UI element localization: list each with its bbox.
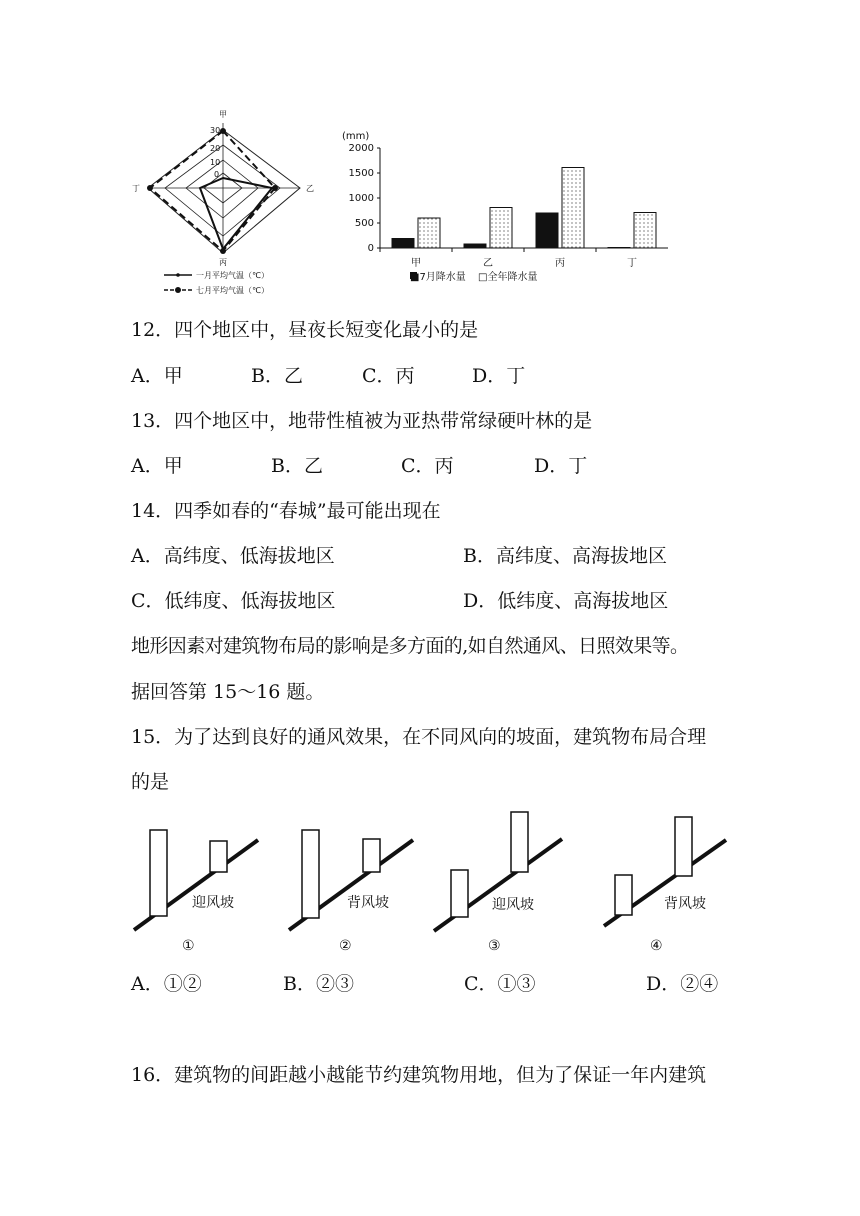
building-figure-1 (130, 825, 270, 960)
radar-legend-july: 七月平均气温（℃） (196, 286, 269, 295)
q15-option-d[interactable]: D．②④ (646, 973, 719, 995)
bar-july (608, 248, 630, 249)
x-category-label: 甲 (411, 258, 421, 269)
q15-option-b[interactable]: B．②③ (283, 973, 354, 995)
radar-axis-jia: 甲 (219, 110, 227, 119)
slope-label: 迎风坡 (492, 897, 534, 913)
bar-july (536, 213, 558, 248)
y-tick-label: 0 (367, 243, 374, 254)
bar-annual (562, 168, 584, 249)
y-tick-label: 500 (354, 218, 374, 229)
figure-number: ④ (650, 938, 663, 954)
q12-option-a[interactable]: A．甲 (131, 365, 183, 387)
q15-option-a[interactable]: A．①② (131, 973, 202, 995)
q14-option-b[interactable]: B．高纬度、高海拔地区 (463, 545, 667, 567)
bar-annual (418, 218, 440, 248)
legend-july-precip: ■7月降水量 (410, 272, 466, 283)
radar-tick: 10 (210, 158, 221, 167)
question-16-stem: 16．建筑物的间距越小越能节约建筑物用地，但为了保证一年内建筑 (131, 1064, 707, 1086)
figure-number: ③ (488, 938, 501, 954)
q12-option-d[interactable]: D．丁 (472, 365, 526, 387)
slope-label: 迎风坡 (192, 895, 234, 911)
radar-tick: 20 (210, 144, 221, 153)
y-axis-unit: (mm) (342, 131, 370, 142)
building-figure-4 (600, 810, 740, 960)
radar-legend-january: 一月平均气温（℃） (196, 271, 269, 280)
q12-option-c[interactable]: C．丙 (362, 365, 415, 387)
question-15-stem-2: 的是 (131, 771, 170, 793)
x-category-label: 丙 (555, 258, 565, 269)
figure-number: ② (339, 938, 352, 954)
intro-line-2: 据回答第 15～16 题。 (131, 681, 325, 703)
y-tick-label: 2000 (348, 143, 374, 154)
y-tick-label: 1500 (348, 168, 374, 179)
q13-option-c[interactable]: C．丙 (401, 455, 454, 477)
y-tick-label: 1000 (348, 193, 374, 204)
bar-july (392, 239, 414, 249)
radar-axis-ding: 丁 (132, 184, 140, 193)
radar-tick: 30 (210, 126, 221, 135)
radar-axis-bing: 丙 (219, 258, 227, 267)
question-15-stem-1: 15．为了达到良好的通风效果，在不同风向的坡面，建筑物布局合理 (131, 726, 707, 748)
legend-annual-precip: □全年降水量 (478, 272, 538, 283)
slope-label: 背风坡 (347, 895, 389, 911)
slope-label: 背风坡 (664, 896, 706, 912)
building-figure-3 (430, 805, 580, 960)
q15-option-c[interactable]: C．①③ (464, 973, 536, 995)
q12-option-b[interactable]: B．乙 (251, 365, 303, 387)
precipitation-bar-chart (330, 125, 675, 290)
q13-option-b[interactable]: B．乙 (271, 455, 323, 477)
figure-number: ① (182, 938, 195, 954)
temperature-radar-chart (130, 105, 330, 300)
q13-option-d[interactable]: D．丁 (534, 455, 588, 477)
bar-annual (634, 213, 656, 249)
radar-tick: 0 (214, 170, 220, 179)
question-12-stem: 12．四个地区中，昼夜长短变化最小的是 (131, 319, 479, 341)
q13-option-a[interactable]: A．甲 (131, 455, 183, 477)
x-category-label: 丁 (627, 258, 637, 269)
question-14-stem: 14．四季如春的“春城”最可能出现在 (131, 500, 441, 522)
radar-axis-yi: 乙 (306, 184, 314, 193)
question-13-stem: 13．四个地区中，地带性植被为亚热带常绿硬叶林的是 (131, 410, 593, 432)
bar-annual (490, 208, 512, 249)
q14-option-c[interactable]: C．低纬度、低海拔地区 (131, 590, 336, 612)
q14-option-a[interactable]: A．高纬度、低海拔地区 (131, 545, 335, 567)
q14-option-d[interactable]: D．低纬度、高海拔地区 (463, 590, 669, 612)
x-category-label: 乙 (483, 258, 493, 269)
intro-line-1: 地形因素对建筑物布局的影响是多方面的,如自然通风、日照效果等。 (131, 635, 689, 657)
building-figure-2 (285, 825, 425, 960)
bar-july (464, 244, 486, 248)
